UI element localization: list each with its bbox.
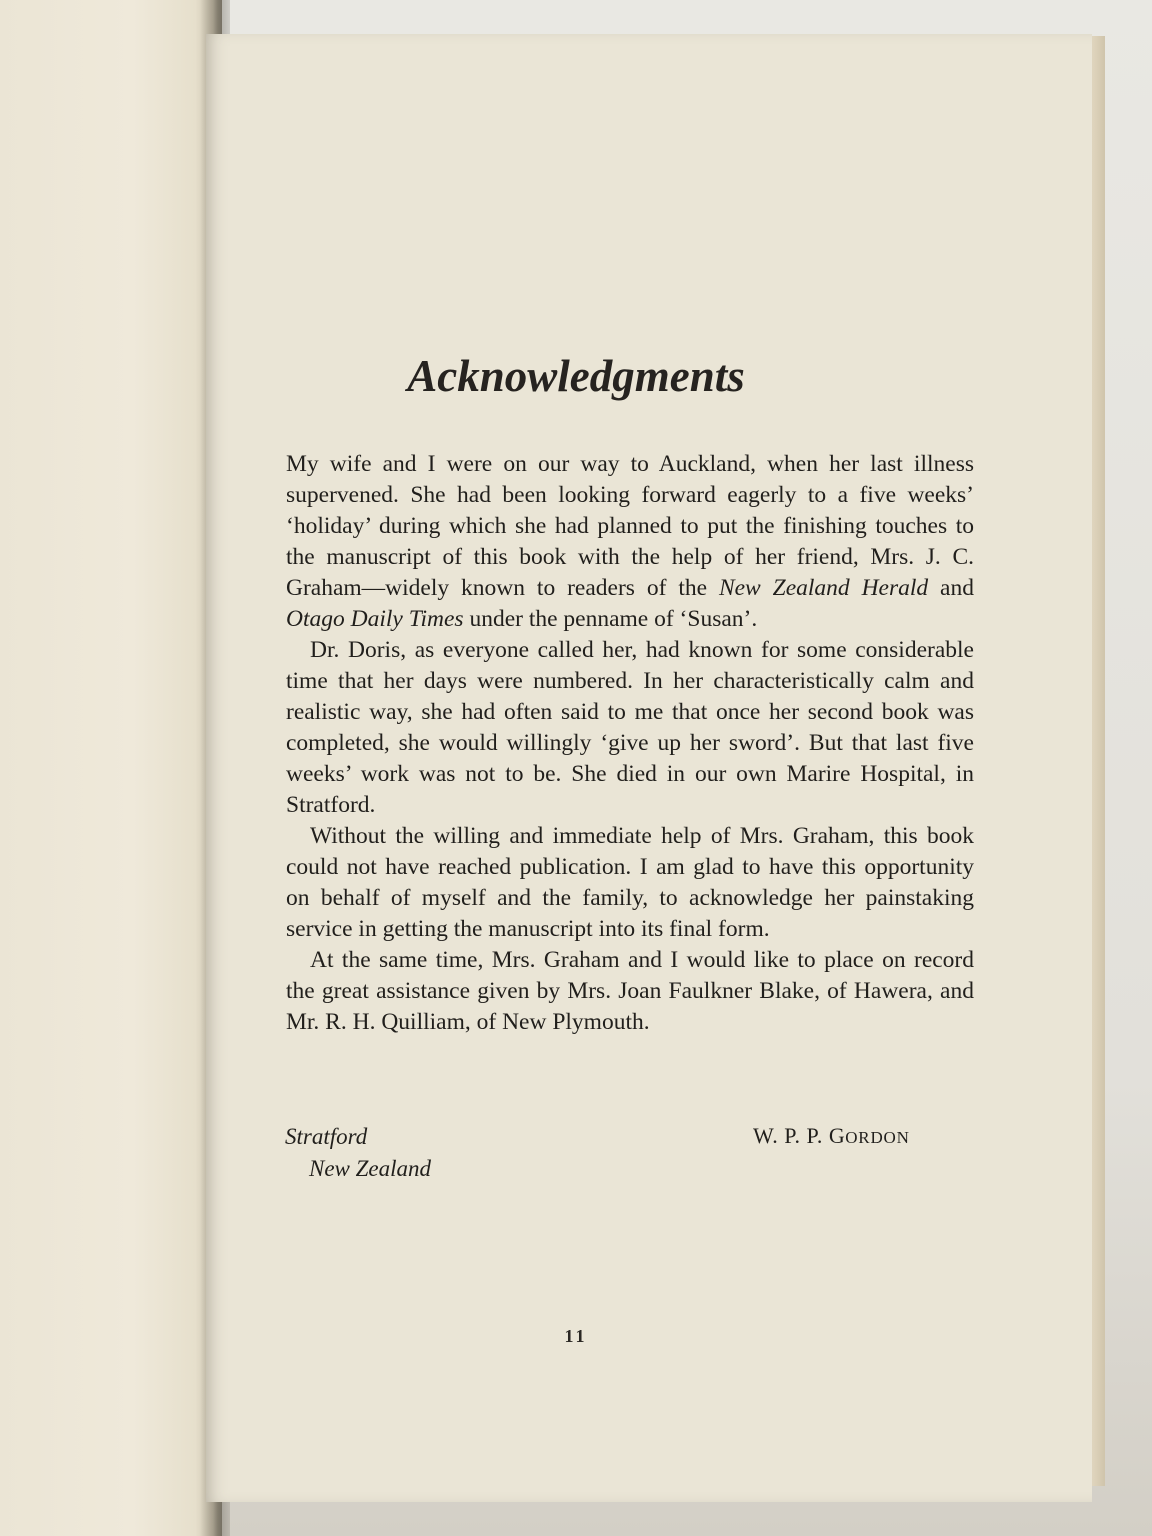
place-line-1: Stratford — [285, 1124, 368, 1149]
text-run: Dr. Doris, as everyone called her, had known for some considerable time that her days were numbered. In her characteristically calm and realistic way, she had often said to me that once her second book was completed, she would willingly ‘give up her sword’. But that last five weeks’ work was not to be. She died in our own Marire Hospital, in Stratford. — [286, 637, 974, 818]
text-run: and — [928, 575, 974, 601]
text-run: Without the willing and immediate help of Mrs. Graham, this book could not have reached publication. I am glad to have this opportunity on behalf of myself and the family, to acknowledge her painstaking service in getting the manuscript into its final form. — [286, 823, 974, 942]
author-signature — [753, 1123, 910, 1149]
paragraph — [286, 945, 974, 1038]
page-heading: Acknowledgments — [407, 351, 745, 401]
paragraph — [286, 635, 974, 821]
text-run: At the same time, Mrs. Graham and I would like to place on record the great assistance given by Mrs. Joan Faulkner Blake, of Hawera, and Mr. R. H. Quilliam, of New Plymouth. — [286, 947, 974, 1035]
italic-title: Otago Daily Times — [286, 606, 464, 632]
text-run: under the penname of ‘Susan’. — [463, 606, 758, 632]
place-line-2: New Zealand — [309, 1156, 432, 1181]
paragraph — [286, 821, 974, 945]
author-initials: W. P. P. G — [753, 1123, 846, 1148]
author-surname-smallcaps: ORDON — [845, 1128, 910, 1147]
place-signature — [285, 1121, 431, 1185]
text-run: My wife and I were on our way to Auckland, when her last illness supervened. She had been looking forward eagerly to a five weeks’ ‘holiday’ during which she had planned to put the finishing touches to the manuscript of this book with the help of her friend, Mrs. J. C. Graham—widely known to readers of the — [286, 451, 974, 601]
left-page — [0, 0, 222, 1536]
body-text — [286, 449, 974, 1038]
italic-title: New Zealand Herald — [718, 575, 929, 601]
page-number: 11 — [564, 1326, 588, 1346]
paragraph — [286, 449, 974, 635]
